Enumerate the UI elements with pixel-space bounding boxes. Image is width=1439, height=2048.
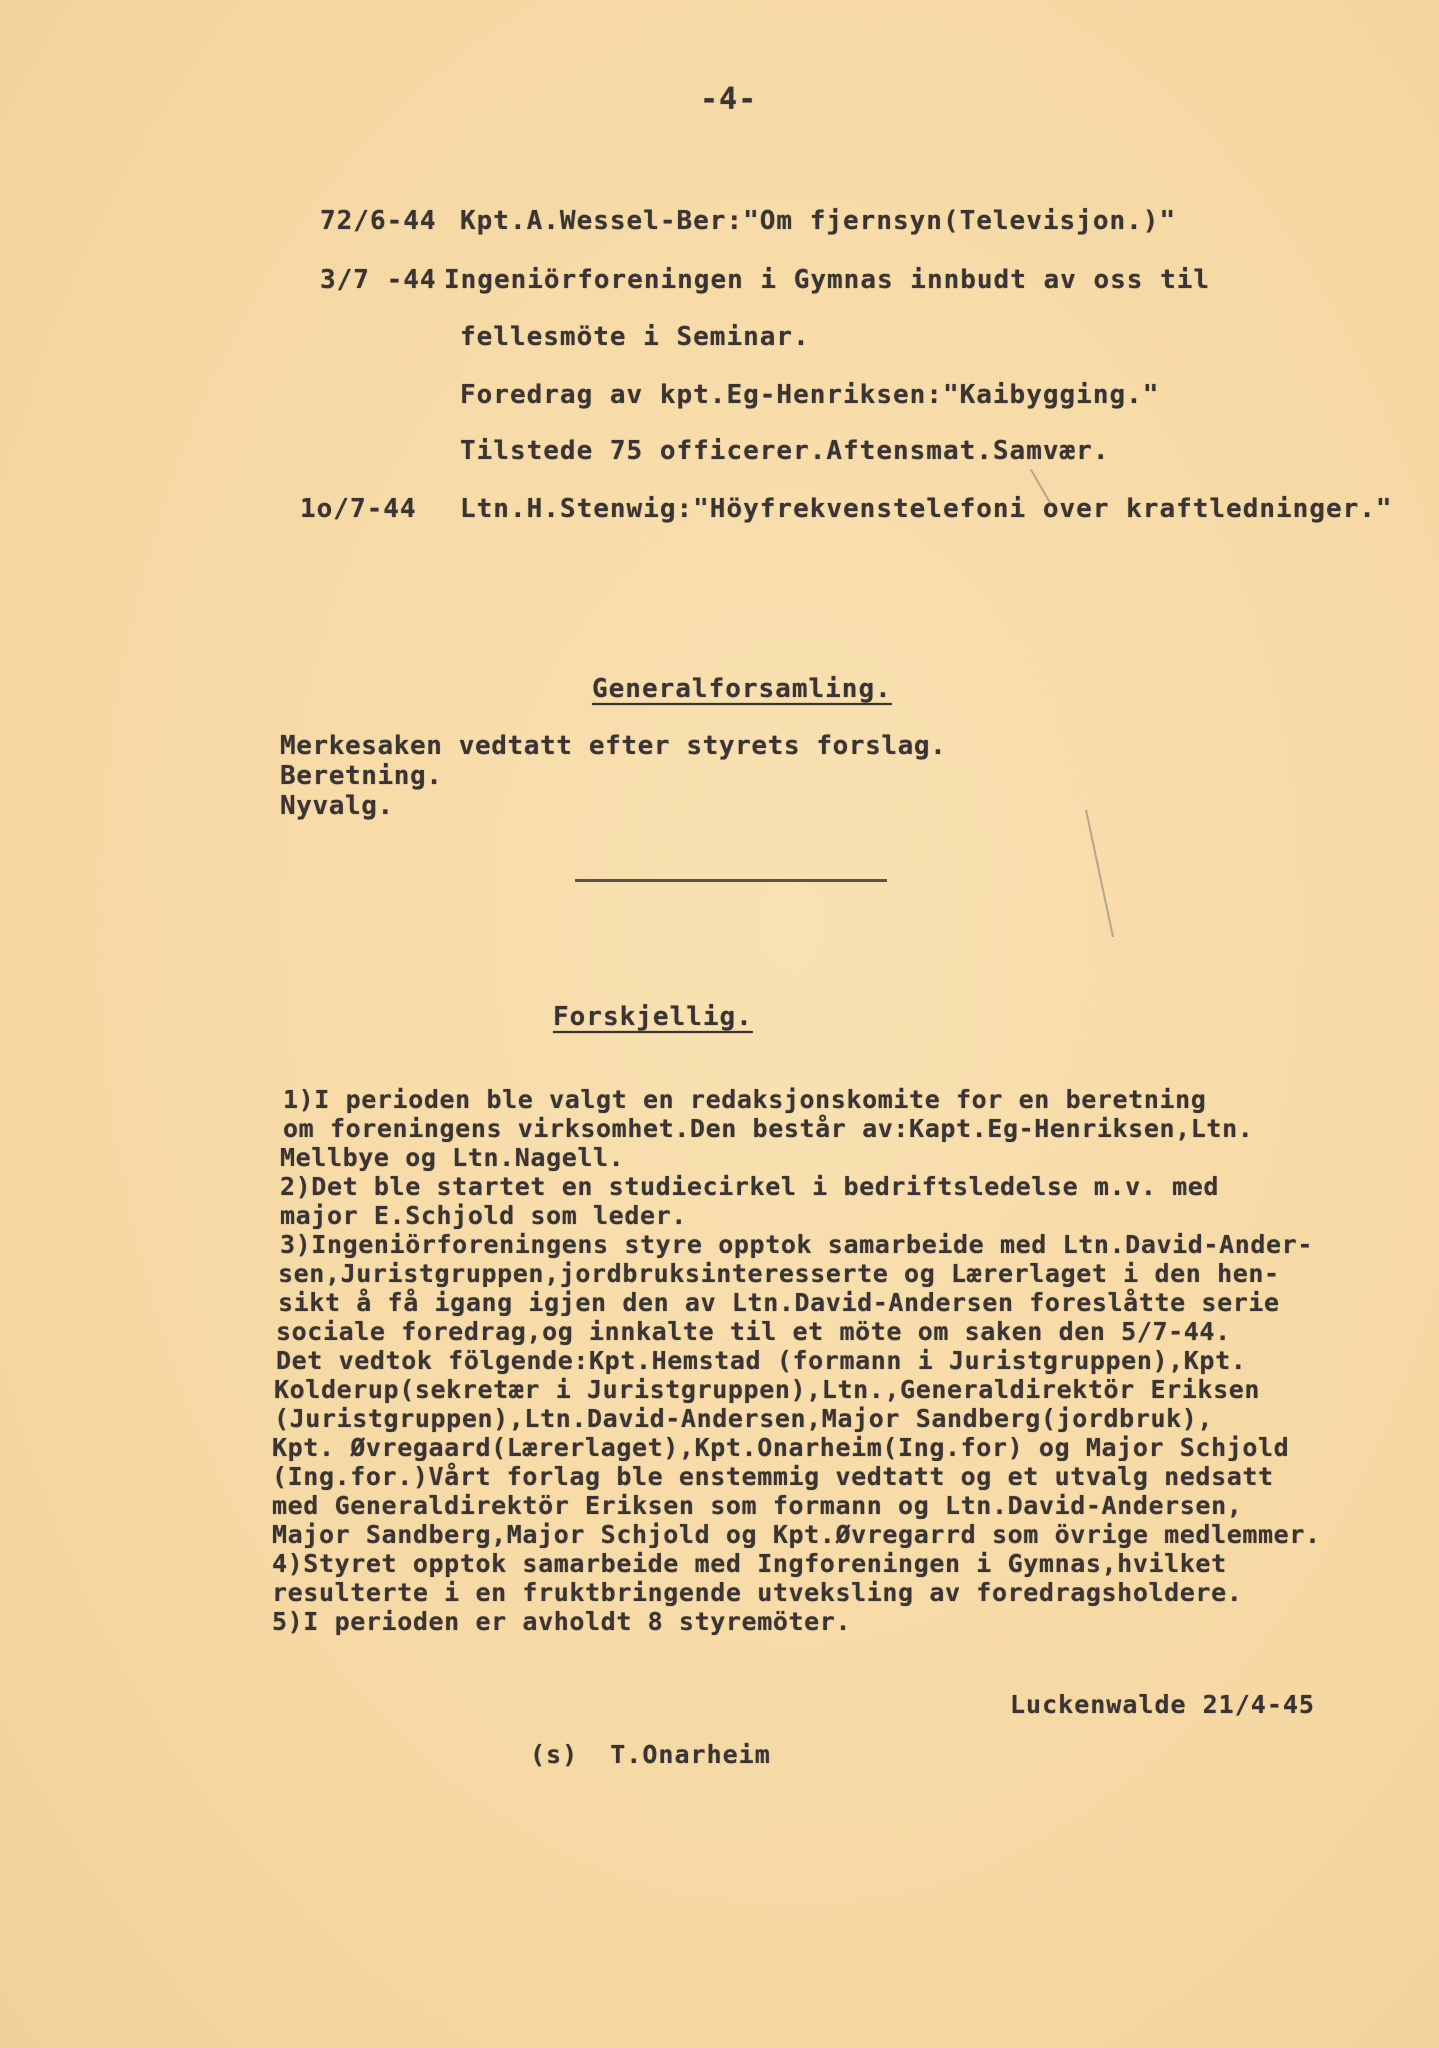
misc-line: Mellbye og Ltn.Nagell.: [280, 1143, 625, 1172]
misc-line: 4)Styret opptok samarbeide med Ingforeningen i Gymnas,hvilket: [272, 1549, 1227, 1578]
misc-line: 3)Ingeniörforeningens styre opptok samarbeide med Ltn.David-Ander-: [280, 1230, 1313, 1259]
misc-line: 2)Det ble startet en studiecirkel i bedriftsledelse m.v. med: [280, 1172, 1220, 1201]
misc-line: Det vedtok fölgende:Kpt.Hemstad (formann i Juristgruppen),Kpt.: [276, 1346, 1247, 1375]
lecture-date: 1o/7-44: [300, 494, 417, 524]
misc-line: med Generaldirektör Eriksen som formann og Ltn.David-Andersen,: [272, 1491, 1243, 1520]
stray-pencil-mark: [1085, 810, 1114, 938]
lecture-date: 3/7 -44: [320, 265, 437, 295]
misc-line: Major Sandberg,Major Schjold og Kpt.Øvregarrd som övrige medlemmer.: [272, 1520, 1321, 1549]
misc-line: sen,Juristgruppen,jordbruksinteresserte og Lærerlaget i den hen-: [278, 1259, 1280, 1288]
misc-line: major E.Schjold som leder.: [280, 1201, 687, 1230]
misc-line: sikt å få igang igjen den av Ltn.David-Andersen foreslåtte serie: [278, 1288, 1280, 1317]
section-divider: [575, 879, 887, 882]
general-assembly-line: Beretning.: [280, 761, 443, 791]
misc-line: Kpt. Øvregaard(Lærerlaget),Kpt.Onarheim(Ing.for) og Major Schjold: [272, 1433, 1290, 1462]
place-date: Luckenwalde 21/4-45: [1010, 1690, 1315, 1719]
general-assembly-heading: Generalforsamling.: [592, 674, 892, 704]
misc-line: resulterte i en fruktbringende utveksling av foredragsholdere.: [272, 1578, 1243, 1607]
lecture-date: 72/6-44: [320, 206, 437, 236]
misc-line: sociale foredrag,og innkalte til et möte om saken den 5/7-44.: [276, 1317, 1231, 1346]
signature: (s) T.Onarheim: [530, 1740, 771, 1769]
lecture-text: fellesmöte i Seminar.: [460, 322, 810, 352]
misc-line: Kolderup(sekretær i Juristgruppen),Ltn.,Generaldirektör Eriksen: [274, 1375, 1261, 1404]
misc-line: 5)I perioden er avholdt 8 styremöter.: [272, 1607, 852, 1636]
page-number: -4-: [700, 82, 758, 117]
lecture-text: Kpt.A.Wessel-Ber:"Om fjernsyn(Televisjon.)": [460, 206, 1177, 236]
general-assembly-line: Merkesaken vedtatt efter styrets forslag.: [280, 731, 947, 761]
lecture-text: Tilstede 75 officerer.Aftensmat.Samvær.: [460, 436, 1110, 466]
miscellaneous-heading: Forskjellig.: [553, 1002, 753, 1032]
general-assembly-line: Nyvalg.: [280, 791, 394, 821]
misc-line: om foreningens virksomhet.Den består av:Kapt.Eg-Henriksen,Ltn.: [283, 1114, 1254, 1143]
lecture-text: Ingeniörforeningen i Gymnas innbudt av oss til: [444, 265, 1211, 295]
misc-line: (Juristgruppen),Ltn.David-Andersen,Major Sandberg(jordbruk),: [274, 1404, 1214, 1433]
lecture-text: Ltn.H.Stenwig:"Höyfrekvenstelefoni over kraftledninger.": [460, 494, 1393, 524]
lecture-text: Foredrag av kpt.Eg-Henriksen:"Kaibygging.": [460, 380, 1160, 410]
misc-line: (Ing.for.)Vårt forlag ble enstemmig vedtatt og et utvalg nedsatt: [272, 1462, 1274, 1491]
misc-line: 1)I perioden ble valgt en redaksjonskomite for en beretning: [283, 1085, 1207, 1114]
